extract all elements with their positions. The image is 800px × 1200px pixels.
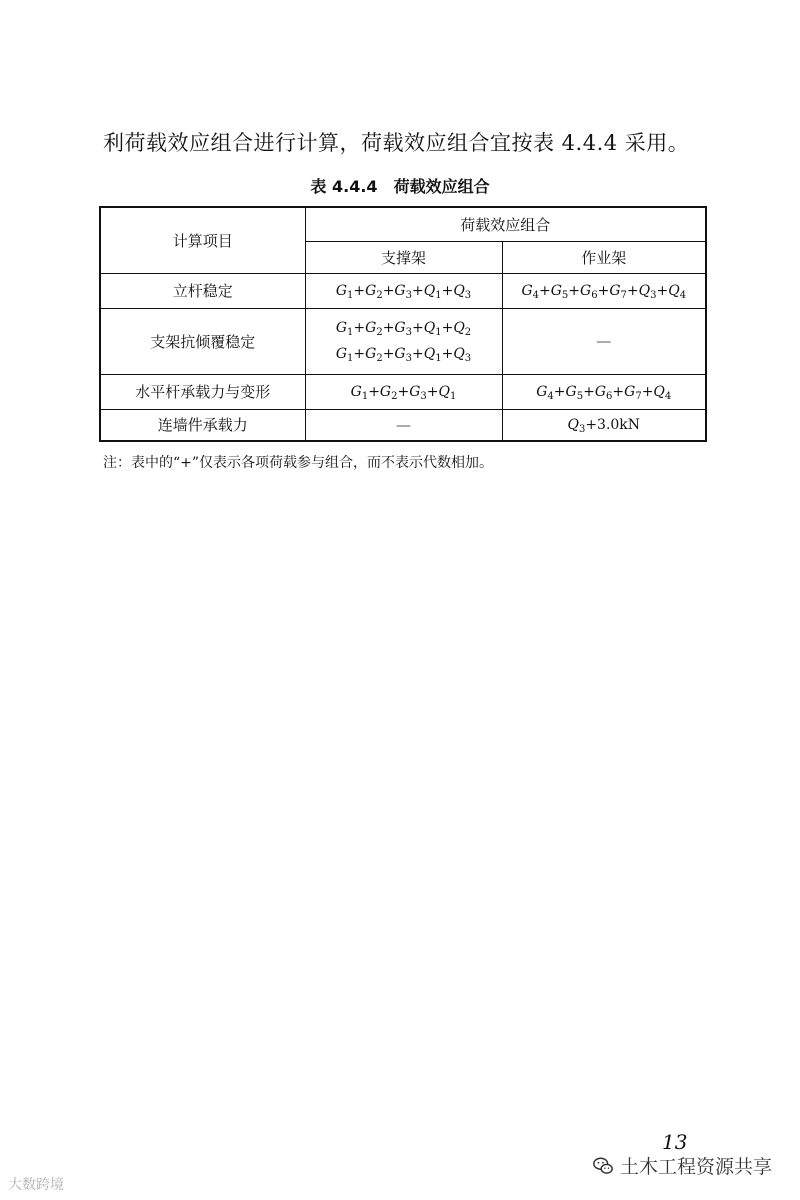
formula-variable: G bbox=[394, 282, 406, 299]
formula-subscript: 3 bbox=[405, 289, 412, 301]
support-formula-empty: — bbox=[305, 409, 502, 441]
work-formula bbox=[502, 273, 706, 308]
formula-variable: G bbox=[580, 282, 592, 299]
formula-suffix: +3.0kN bbox=[585, 416, 641, 433]
formula-variable: G bbox=[365, 346, 377, 362]
formula-variable: G bbox=[594, 383, 607, 400]
plus-sign: + bbox=[426, 383, 439, 400]
formula-variable: G bbox=[550, 282, 562, 299]
table-row bbox=[100, 374, 706, 409]
formula-subscript: 2 bbox=[464, 327, 472, 338]
plus-sign: + bbox=[441, 346, 454, 362]
formula-variable: Q bbox=[567, 416, 579, 433]
table-title: 荷载效应组合 bbox=[393, 177, 490, 196]
work-formula-empty: — bbox=[502, 308, 706, 374]
formula-variable: G bbox=[394, 320, 406, 336]
formula-subscript: 5 bbox=[576, 390, 584, 402]
plus-sign: + bbox=[441, 320, 454, 336]
formula-variable: Q bbox=[453, 282, 465, 299]
row-item: 支架抗倾覆稳定 bbox=[100, 308, 305, 374]
formula-variable: Q bbox=[423, 320, 436, 336]
formula-variable: G bbox=[365, 282, 377, 299]
formula bbox=[306, 278, 502, 304]
plus-sign: + bbox=[382, 282, 395, 299]
formula-variable: G bbox=[609, 282, 621, 299]
plus-sign: + bbox=[353, 346, 366, 362]
support-formula bbox=[305, 374, 502, 409]
plus-sign: + bbox=[583, 383, 595, 400]
table-number: 表 4.4.4 bbox=[310, 177, 378, 196]
formula-subscript: 3 bbox=[405, 327, 412, 338]
formula-variable: Q bbox=[423, 346, 436, 362]
formula-subscript: 2 bbox=[376, 289, 383, 301]
table-caption bbox=[0, 176, 800, 198]
formula bbox=[306, 315, 502, 341]
plus-sign: + bbox=[539, 282, 551, 299]
formula-subscript: 1 bbox=[361, 390, 369, 402]
formula-variable: G bbox=[521, 282, 533, 299]
formula-variable: G bbox=[335, 282, 348, 299]
plus-sign: + bbox=[411, 320, 424, 336]
support-formula bbox=[305, 273, 502, 308]
formula-variable: G bbox=[624, 383, 636, 400]
formula-subscript: 1 bbox=[450, 390, 457, 402]
formula-variable: Q bbox=[453, 346, 465, 362]
formula-subscript: 6 bbox=[591, 289, 598, 301]
formula-variable: G bbox=[536, 383, 548, 400]
plus-sign: + bbox=[397, 383, 410, 400]
formula-subscript: 7 bbox=[620, 289, 627, 301]
formula-subscript: 1 bbox=[435, 353, 442, 364]
formula-subscript: 4 bbox=[679, 289, 687, 301]
plus-sign: + bbox=[382, 320, 395, 336]
work-formula bbox=[502, 409, 706, 441]
formula bbox=[503, 278, 706, 304]
formula-variable: G bbox=[394, 346, 406, 362]
formula bbox=[306, 379, 502, 405]
table-note: 注：表中的“+”仅表示各项荷载参与组合，而不表示代数相加。 bbox=[103, 455, 494, 471]
formula-subscript: 1 bbox=[347, 353, 354, 364]
formula-variable: G bbox=[565, 383, 577, 400]
formula-subscript: 1 bbox=[347, 289, 354, 301]
plus-sign: + bbox=[656, 282, 669, 299]
plus-sign: + bbox=[641, 383, 654, 400]
watermark-right-text: 土木工程资源共享 bbox=[620, 1156, 773, 1178]
formula-subscript: 4 bbox=[664, 390, 672, 402]
formula-variable: Q bbox=[638, 282, 651, 299]
wechat-icon bbox=[592, 1155, 614, 1177]
formula-variable: Q bbox=[453, 320, 465, 336]
formula-subscript: 3 bbox=[650, 289, 657, 301]
formula-subscript: 6 bbox=[606, 390, 613, 402]
formula bbox=[306, 341, 502, 367]
plus-sign: + bbox=[368, 383, 380, 400]
row-item: 水平杆承载力与变形 bbox=[100, 374, 305, 409]
formula-subscript: 2 bbox=[376, 327, 383, 338]
formula-variable: Q bbox=[668, 282, 680, 299]
plus-sign: + bbox=[353, 282, 366, 299]
plus-sign: + bbox=[612, 383, 625, 400]
formula-variable: Q bbox=[438, 383, 450, 400]
formula-subscript: 4 bbox=[532, 289, 539, 301]
intro-paragraph: 利荷载效应组合进行计算，荷载效应组合宜按表 4.4.4 采用。 bbox=[103, 131, 690, 155]
formula-subscript: 3 bbox=[578, 423, 586, 435]
header-support-frame: 支撑架 bbox=[305, 241, 502, 273]
formula-variable: G bbox=[409, 383, 421, 400]
table-row bbox=[100, 308, 706, 374]
formula-subscript: 2 bbox=[376, 353, 383, 364]
formula-variable: G bbox=[365, 320, 377, 336]
formula-variable: G bbox=[335, 320, 348, 336]
formula-subscript: 5 bbox=[561, 289, 569, 301]
formula-subscript: 3 bbox=[464, 289, 472, 301]
table-row bbox=[100, 409, 706, 441]
plus-sign: + bbox=[568, 282, 581, 299]
formula bbox=[503, 379, 706, 405]
formula-variable: Q bbox=[423, 282, 436, 299]
plus-sign: + bbox=[411, 346, 424, 362]
work-formula bbox=[502, 374, 706, 409]
formula-subscript: 7 bbox=[635, 390, 642, 402]
plus-sign: + bbox=[626, 282, 639, 299]
formula-variable: G bbox=[335, 346, 348, 362]
formula bbox=[503, 412, 706, 438]
header-work-frame: 作业架 bbox=[502, 241, 706, 273]
plus-sign: + bbox=[597, 282, 610, 299]
watermark-right bbox=[592, 1152, 772, 1179]
formula-variable: G bbox=[379, 383, 392, 400]
plus-sign: + bbox=[411, 282, 424, 299]
row-item: 立杆稳定 bbox=[100, 273, 305, 308]
plus-sign: + bbox=[441, 282, 454, 299]
formula-subscript: 2 bbox=[391, 390, 398, 402]
plus-sign: + bbox=[553, 383, 566, 400]
page-number: 13 bbox=[662, 1130, 688, 1154]
load-combination-table bbox=[99, 206, 707, 442]
formula-subscript: 1 bbox=[347, 327, 354, 338]
header-load-combination: 荷载效应组合 bbox=[305, 207, 706, 241]
row-item: 连墙件承载力 bbox=[100, 409, 305, 441]
formula-subscript: 1 bbox=[435, 327, 442, 338]
support-formula bbox=[305, 308, 502, 374]
plus-sign: + bbox=[353, 320, 366, 336]
watermark-left: 大数跨境 bbox=[8, 1177, 64, 1193]
formula-subscript: 3 bbox=[464, 353, 472, 364]
header-calc-item: 计算项目 bbox=[100, 207, 305, 273]
formula-subscript: 4 bbox=[547, 390, 554, 402]
formula-subscript: 1 bbox=[435, 289, 442, 301]
table-row bbox=[100, 273, 706, 308]
plus-sign: + bbox=[382, 346, 395, 362]
formula-variable: Q bbox=[653, 383, 665, 400]
formula-subscript: 3 bbox=[420, 390, 427, 402]
formula-subscript: 3 bbox=[405, 353, 412, 364]
formula-variable: G bbox=[350, 383, 362, 400]
